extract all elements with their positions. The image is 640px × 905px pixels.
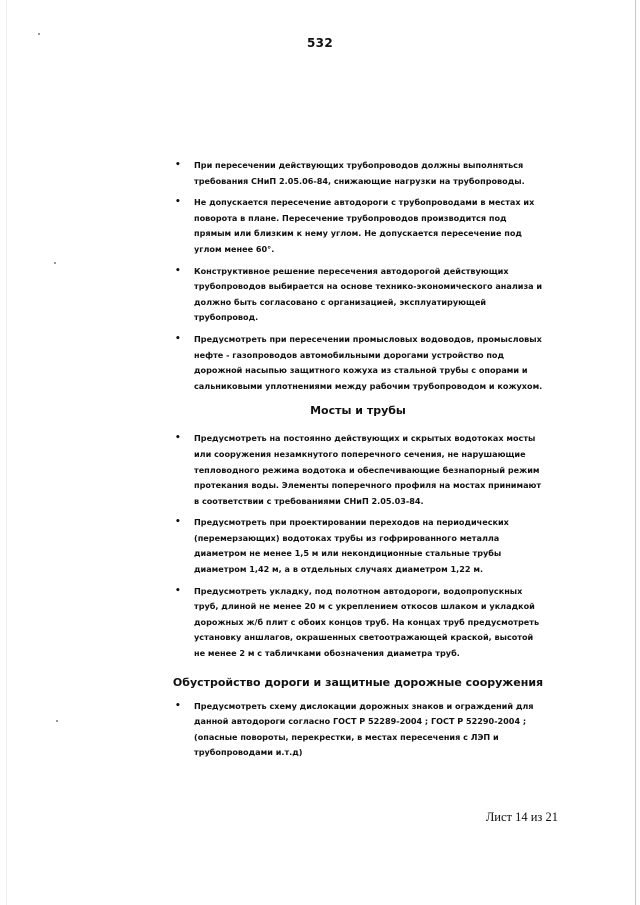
bullet-icon: • xyxy=(175,700,181,711)
sheet-counter: Лист 14 из 21 xyxy=(485,810,558,824)
list-item-text: Предусмотреть при проектировании переходов на периодических (перемерзающих) водотоках трубы из гофрированного металла диаметром не менее 1,5 м или некондиционные стальные трубы диаметром 1,42 м, а в отдельных случаях диаметром 1,22 м. xyxy=(194,517,509,575)
section-heading-bridges: Мосты и трубы xyxy=(310,404,406,418)
bullet-icon: • xyxy=(175,333,181,344)
list-item-text: Конструктивное решение пересечения автодорогой действующих трубопроводов выбирается на основе технико-экономического анализа и должно быть согласовано с организацией, эксплуатирующей трубопровод. xyxy=(194,265,543,323)
bullet-icon: • xyxy=(175,197,181,208)
section-heading-road: Обустройство дороги и защитные дорожные сооружения xyxy=(172,675,544,689)
scan-speck xyxy=(38,33,40,35)
bullet-icon: • xyxy=(175,433,181,444)
list-item-text: Предусмотреть на постоянно действующих и скрытых водотоках мосты или сооружения незамкнутого поперечного сечения, не нарушающие тепловодного режима водотока и обеспечивающие безнапорный режим протекания воды. Элементы поперечного профиля на мостах принимают в соответствии с требованиями СНиП 2.05.03-84. xyxy=(194,433,542,506)
list-item xyxy=(172,431,544,509)
bullet-icon: • xyxy=(175,265,181,276)
bullet-icon: • xyxy=(175,160,181,170)
list-item-text: При пересечении действующих трубопроводов должны выполняться требования СНиП 2.05.06-84, снижающие нагрузки на трубопроводы. xyxy=(194,160,525,186)
bullet-icon: • xyxy=(175,585,181,596)
list-item xyxy=(172,332,544,394)
list-item xyxy=(172,584,544,662)
page-number: 532 xyxy=(307,36,333,50)
list-item xyxy=(172,195,544,257)
bridges-list xyxy=(172,431,544,661)
list-item xyxy=(172,515,544,577)
list-item xyxy=(172,699,544,761)
scan-edge-left xyxy=(6,0,7,905)
list-item-text: Предусмотреть схему дислокации дорожных знаков и ограждений для данной автодороги согласно ГОСТ Р 52289-2004 ; ГОСТ Р 52290-2004 ; (опасные повороты, перекрестки, в местах пересечения с ЛЭП и трубопроводами и.т.д) xyxy=(194,700,534,758)
document-body xyxy=(172,158,544,767)
list-item xyxy=(172,264,544,326)
scan-speck xyxy=(56,720,58,722)
list-item-text: Предусмотреть при пересечении промысловых водоводов, промысловых нефте - газопроводов автомобильными дорогами устройство под дорожной насыпью защитного кожуха из стальной трубы с опорами и сальниковыми уплотнениями между рабочим трубопроводом и кожухом. xyxy=(194,333,543,391)
scan-edge-right xyxy=(635,0,636,905)
scan-speck xyxy=(54,262,56,264)
road-list xyxy=(172,699,544,761)
list-item-text: Не допускается пересечение автодороги с трубопроводами в местах их поворота в плане. Пересечение трубопроводов производится под прямым или близким к нему углом. Не допускается пересечение под углом менее 60°. xyxy=(194,197,535,254)
list-item-text: Предусмотреть укладку, под полотном автодороги, водопропускных труб, длиной не менее 20 м с укреплением откосов шлаком и укладкой дорожных ж/б плит с обоих концов труб. На концах труб предусмотреть установку аншлагов, окрашенных светоотражающей краской, высотой не менее 2 м с табличками обозначения диаметра труб. xyxy=(194,585,540,659)
list-item xyxy=(172,158,544,189)
intro-list xyxy=(172,158,544,394)
bullet-icon: • xyxy=(175,517,181,528)
